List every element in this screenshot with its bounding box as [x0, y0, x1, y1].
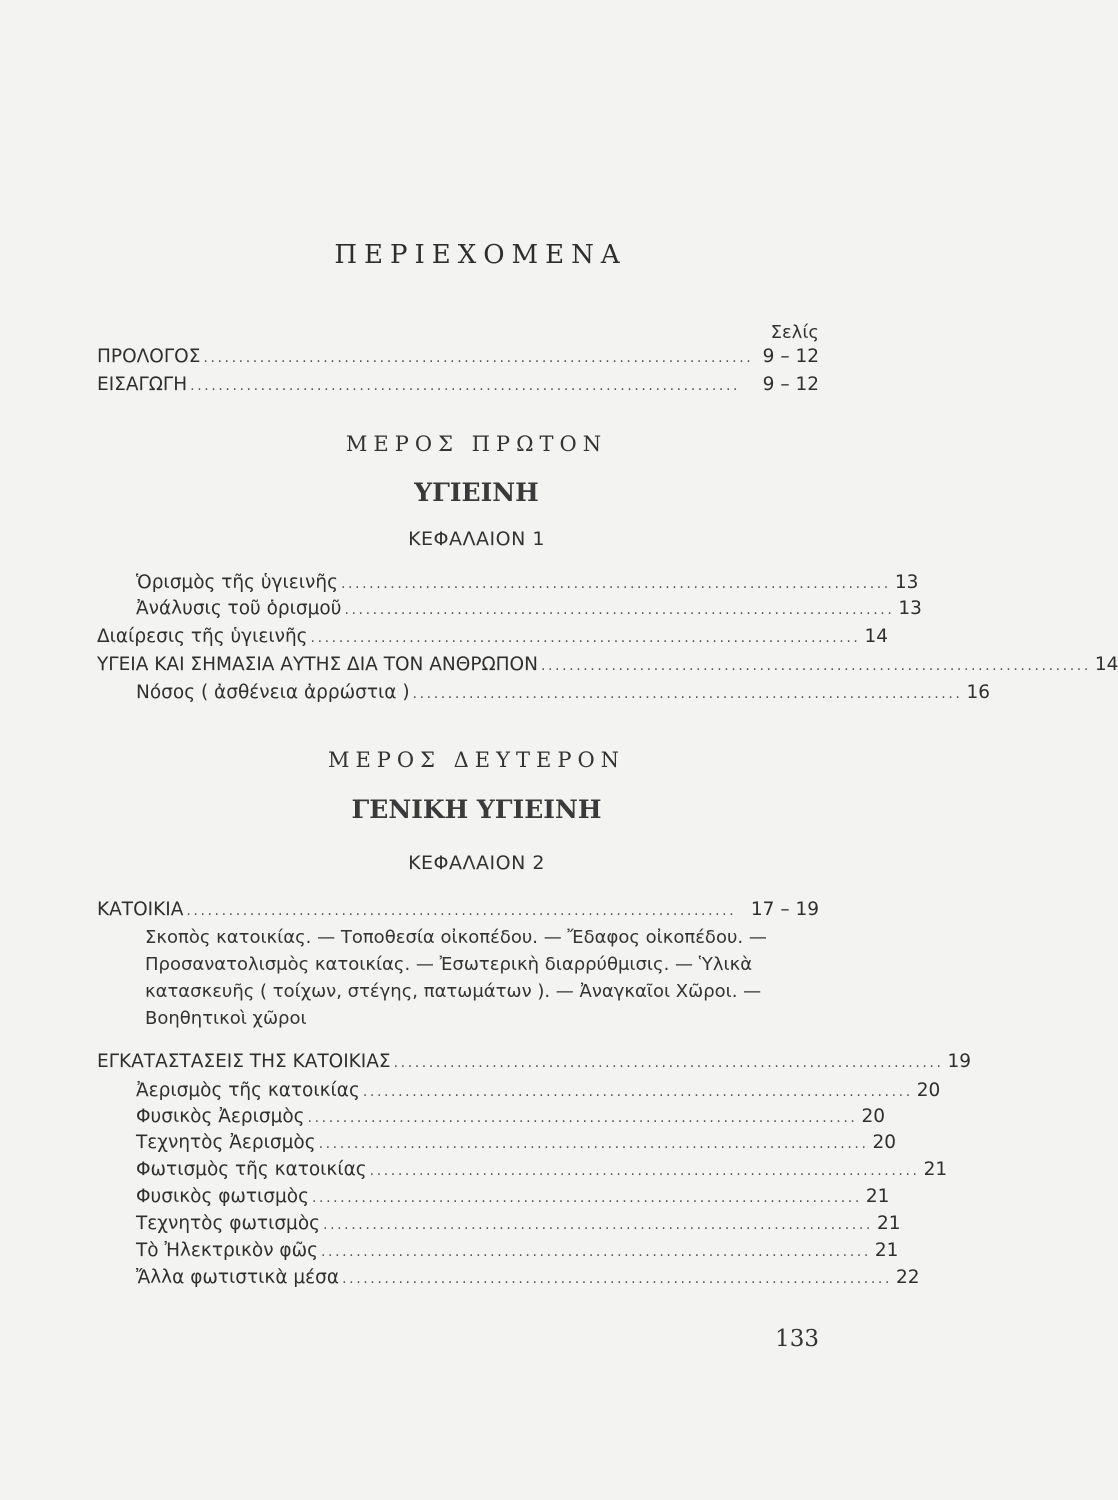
toc-entry[interactable] — [97, 1049, 972, 1075]
chapter-heading: ΚΕΦΑΛΑΙΟΝ 2 — [408, 852, 545, 874]
toc-entry[interactable] — [97, 897, 819, 923]
leader-dots: .............................................................................. — [323, 1217, 873, 1233]
page-title: ΠΕΡΙΕΧΟΜΕΝΑ — [334, 240, 627, 270]
toc-entry-page: 16 — [966, 682, 991, 703]
toc-entry-label: Ἀνάλυσις τοῦ ὁρισμοῦ — [136, 598, 342, 619]
part-subject: ΓΕΝΙΚΗ ΥΓΙΕΙΝΗ — [351, 795, 602, 824]
toc-entry[interactable] — [97, 372, 819, 398]
toc-entry-label: Τὸ Ἠλεκτρικὸν φῶς — [136, 1240, 318, 1261]
toc-entry-page: 22 — [896, 1267, 920, 1288]
toc-entry[interactable] — [136, 1211, 901, 1237]
leader-dots: .............................................................................. — [311, 1190, 862, 1206]
toc-entry[interactable] — [136, 680, 991, 706]
toc-entry-page: 14 — [1094, 654, 1118, 675]
part-subject: ΥΓΙΕΙΝΗ — [414, 478, 539, 507]
toc-entry-label: ΚΑΤΟΙΚΙΑ — [97, 899, 184, 920]
toc-entry-page: 20 — [872, 1132, 897, 1153]
toc-entry-page: 20 — [916, 1080, 941, 1101]
toc-entry-label: Ἀερισμὸς τῆς κατοικίας — [136, 1080, 360, 1101]
page-column-label: Σελίς — [770, 322, 819, 343]
toc-entry[interactable] — [136, 1157, 948, 1183]
toc-entry-page: 21 — [923, 1159, 948, 1180]
leader-dots: .............................................................................. — [186, 903, 737, 919]
toc-entry-label: ΕΓΚΑΤΑΣΤΑΣΕΙΣ ΤΗΣ ΚΑΤΟΙΚΙΑΣ — [97, 1051, 391, 1072]
leader-dots: .............................................................................. — [342, 1271, 893, 1287]
toc-entry[interactable] — [136, 1265, 920, 1291]
toc-entry-label: Φυσικὸς φωτισμὸς — [136, 1186, 309, 1207]
toc-entry-label: Φυσικὸς Ἀερισμὸς — [136, 1106, 305, 1127]
toc-entry-label: Ἄλλα φωτιστικὰ μέσα — [136, 1267, 340, 1288]
toc-entry-label: Διαίρεσις τῆς ὑγιεινῆς — [97, 626, 308, 647]
toc-entry-page: 17 – 19 — [750, 899, 819, 920]
toc-entry[interactable] — [136, 1184, 890, 1210]
leader-dots: .............................................................................. — [412, 686, 963, 702]
toc-entry[interactable] — [136, 596, 922, 622]
toc-entry[interactable] — [136, 1104, 886, 1130]
toc-entry-page: 9 – 12 — [762, 346, 819, 367]
toc-entry[interactable] — [97, 344, 819, 370]
leader-dots: .............................................................................. — [203, 350, 754, 366]
toc-entry[interactable] — [97, 624, 888, 650]
toc-entry[interactable] — [136, 1130, 897, 1156]
leader-dots: .............................................................................. — [190, 378, 741, 394]
toc-entry-label: Φωτισμὸς τῆς κατοικίας — [136, 1159, 367, 1180]
toc-entry[interactable] — [136, 1078, 941, 1104]
toc-entry-page: 21 — [865, 1186, 890, 1207]
toc-entry-page: 21 — [876, 1213, 901, 1234]
toc-entry-page: 9 – 12 — [762, 374, 819, 395]
page-number: 133 — [775, 1326, 819, 1352]
leader-dots: .............................................................................. — [320, 1244, 871, 1260]
leader-dots: .............................................................................. — [540, 658, 1091, 674]
leader-dots: .............................................................................. — [393, 1055, 944, 1071]
leader-dots: .............................................................................. — [369, 1163, 920, 1179]
toc-entry-page: 13 — [894, 572, 919, 593]
leader-dots: .............................................................................. — [307, 1110, 858, 1126]
part-heading: ΜΕΡΟΣ ΔΕΥΤΕΡΟΝ — [327, 748, 626, 772]
leader-dots: .............................................................................. — [344, 602, 895, 618]
toc-entry[interactable] — [136, 1238, 899, 1264]
toc-entry-page: 19 — [947, 1051, 972, 1072]
leader-dots: .............................................................................. — [340, 576, 891, 592]
toc-entry-label: ΕΙΣΑΓΩΓΗ — [97, 374, 188, 395]
leader-dots: .............................................................................. — [362, 1084, 913, 1100]
toc-entry[interactable] — [136, 570, 919, 596]
toc-entry-page: 14 — [864, 626, 888, 647]
leader-dots: .............................................................................. — [310, 630, 861, 646]
housing-description: Σκοπὸς κατοικίας. — Τοποθεσία οἰκοπέδου. — Ἔδαφος οἰκοπέδου. — Προσανατολισμὸς κατοικίας. — Ἐσωτερικὴ διαρρύθμισις. — Ὑλικὰ κατασκευῆς ( τοίχων, στέγης, πατωμάτων ). — Ἀναγκαῖοι Χῶροι. — Βοηθητικοὶ χῶροι — [145, 927, 767, 1029]
toc-entry-page: 21 — [874, 1240, 899, 1261]
leader-dots: .............................................................................. — [318, 1136, 869, 1152]
toc-entry-label: Ὁρισμὸς τῆς ὑγιεινῆς — [136, 572, 338, 593]
toc-entry-page: 20 — [861, 1106, 886, 1127]
toc-entry-label: Τεχνητὸς Ἀερισμὸς — [136, 1132, 316, 1153]
toc-entry-label: ΥΓΕΙΑ ΚΑΙ ΣΗΜΑΣΙΑ ΑΥΤΗΣ ΔΙΑ ΤΟΝ ΑΝΘΡΩΠΟΝ — [97, 654, 538, 675]
toc-entry-label: Τεχνητὸς φωτισμὸς — [136, 1213, 321, 1234]
part-heading: ΜΕΡΟΣ ΠΡΩΤΟΝ — [345, 432, 608, 456]
toc-entry-page: 13 — [898, 598, 922, 619]
toc-entry-label: ΠΡΟΛΟΓΟΣ — [97, 346, 201, 367]
chapter-heading: ΚΕΦΑΛΑΙΟΝ 1 — [408, 528, 545, 550]
toc-entry[interactable] — [97, 652, 1118, 678]
toc-entry-label: Νόσος ( ἀσθένεια ἀρρώστια ) — [136, 682, 410, 703]
